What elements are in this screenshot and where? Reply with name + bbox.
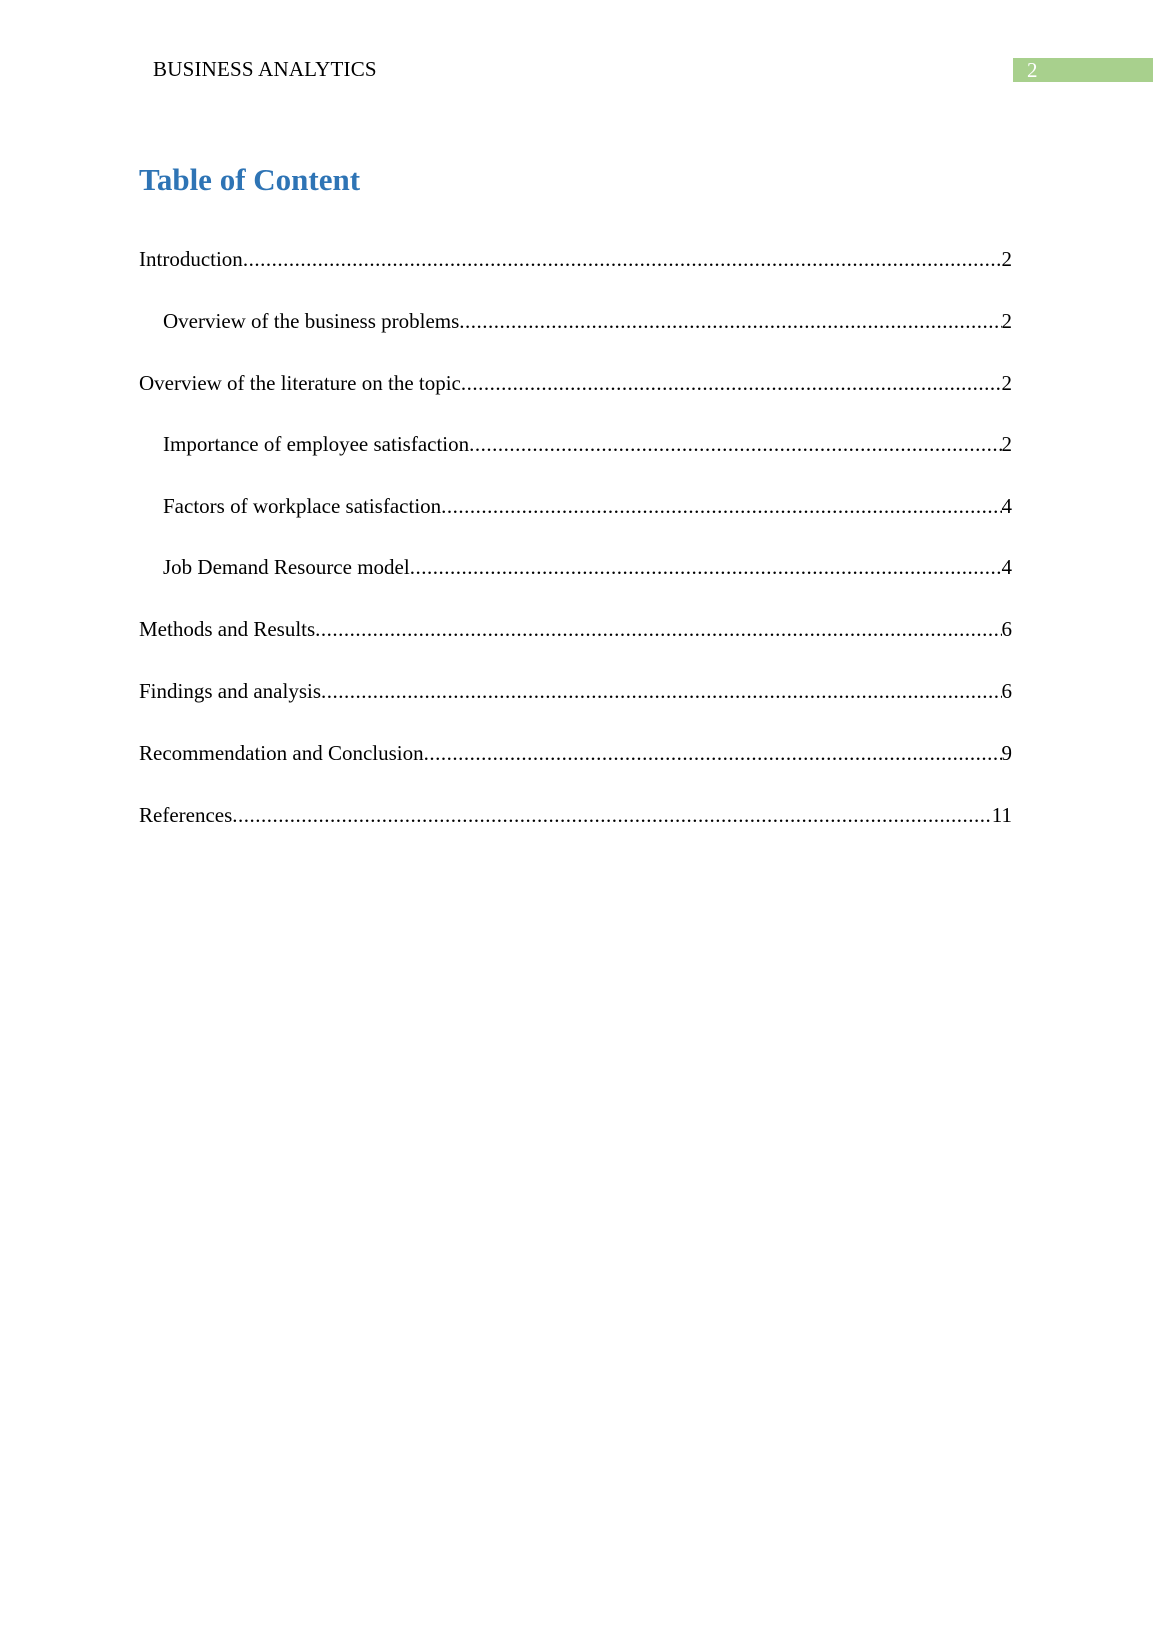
toc-entry-page: 11	[991, 803, 1012, 827]
toc-entry-title: Methods and Results	[139, 617, 316, 641]
toc-dot-leader	[424, 740, 1002, 766]
toc-entry-title: Findings and analysis	[139, 679, 321, 703]
toc-entry-page: 2	[1001, 371, 1012, 395]
page-number: 2	[1027, 58, 1038, 82]
toc-entry-page: 2	[1001, 309, 1012, 333]
toc-dot-leader	[321, 678, 1002, 704]
toc-entry[interactable]	[139, 802, 1012, 828]
toc-entry[interactable]	[163, 554, 1012, 580]
toc-entry-title: Factors of workplace satisfaction	[163, 494, 442, 518]
toc-entry-page: 9	[1001, 741, 1012, 765]
toc-entry-page: 4	[1001, 494, 1012, 518]
toc-dot-leader	[459, 308, 1001, 334]
toc-dot-leader	[232, 802, 991, 828]
toc-entry-title: References	[139, 803, 233, 827]
toc-entry-title: Importance of employee satisfaction	[163, 432, 470, 456]
running-head: BUSINESS ANALYTICS	[153, 57, 377, 81]
toc-dot-leader	[469, 431, 1001, 457]
toc-entry[interactable]	[139, 740, 1012, 766]
toc-entry-title: Job Demand Resource model	[163, 555, 410, 579]
toc-heading: Table of Content	[139, 162, 361, 197]
toc-entry-page: 6	[1001, 617, 1012, 641]
toc-dot-leader	[243, 246, 1002, 272]
toc-entry-page: 4	[1001, 555, 1012, 579]
toc-entry-page: 2	[1001, 247, 1012, 271]
toc-entry-title: Overview of the business problems	[163, 309, 460, 333]
toc-entry[interactable]	[163, 431, 1012, 457]
toc-entry-title: Introduction	[139, 247, 243, 271]
page-header	[0, 0, 1158, 110]
toc-entry-page: 6	[1001, 679, 1012, 703]
toc-entry-page: 2	[1001, 432, 1012, 456]
toc-dot-leader	[441, 493, 1001, 519]
toc-dot-leader	[315, 616, 1001, 642]
page-number-badge	[1013, 58, 1153, 82]
table-of-contents	[139, 158, 1012, 827]
toc-entry[interactable]	[139, 678, 1012, 704]
toc-entry[interactable]	[139, 246, 1012, 272]
toc-entry-title: Overview of the literature on the topic	[139, 371, 461, 395]
toc-entry[interactable]	[139, 616, 1012, 642]
toc-entry[interactable]	[139, 370, 1012, 396]
toc-dot-leader	[410, 554, 1002, 580]
toc-entry[interactable]	[163, 308, 1012, 334]
toc-entry[interactable]	[163, 493, 1012, 519]
toc-entry-title: Recommendation and Conclusion	[139, 741, 424, 765]
toc-dot-leader	[461, 370, 1002, 396]
